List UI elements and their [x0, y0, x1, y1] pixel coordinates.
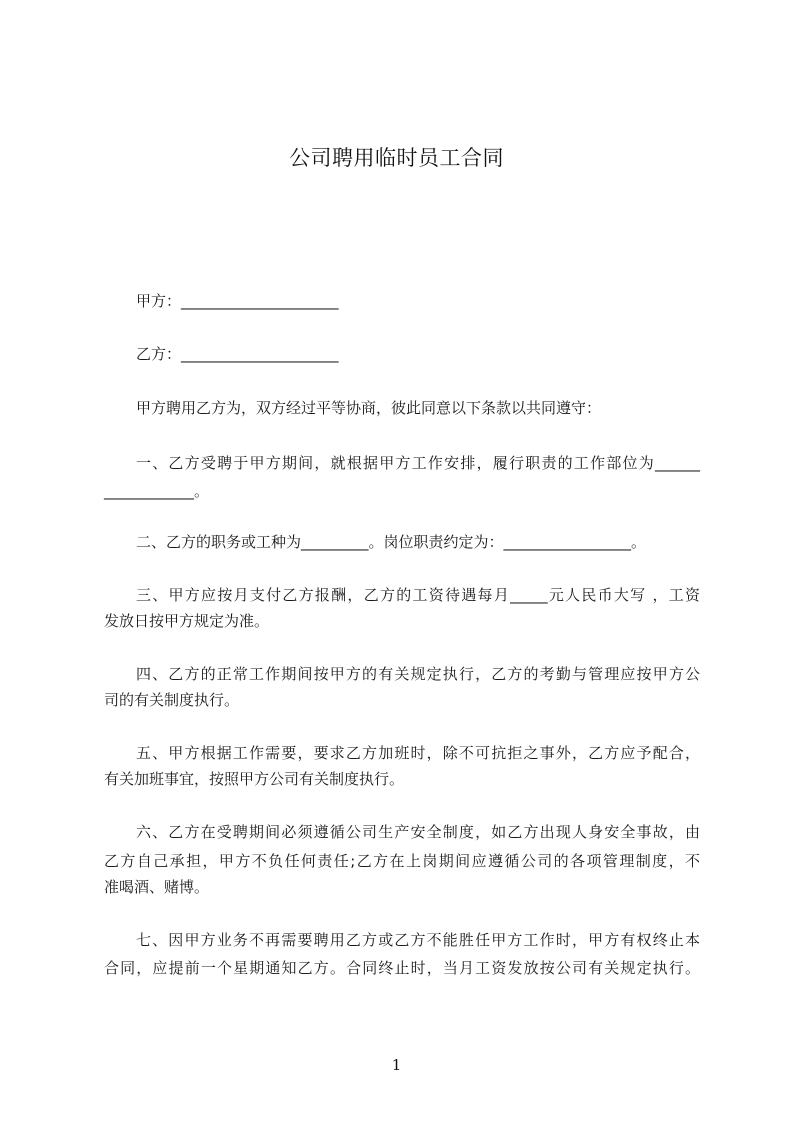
- clause-1-line-2: ____________。: [104, 482, 210, 500]
- clause-3-line-1: 三、甲方应按月支付乙方报酬，乙方的工资待遇每月_____元人民币大写 ，工资: [136, 586, 700, 604]
- clause-1-line-1: 一、乙方受聘于甲方期间，就根据甲方工作安排，履行职责的工作部位为______: [136, 454, 700, 472]
- clause-6-line-1: 六、乙方在受聘期间必须遵循公司生产安全制度，如乙方出现人身安全事故，由: [136, 823, 700, 841]
- clause-7-line-2: 合同，应提前一个星期通知乙方。合同终止时，当月工资发放按公司有关规定执行。: [104, 959, 700, 977]
- document-title: 公司聘用临时员工合同: [289, 146, 504, 170]
- clause-6-line-2: 乙方自己承担，甲方不负任何责任;乙方在上岗期间应遵循公司的各项管理制度，不: [104, 852, 700, 870]
- intro-paragraph: 甲方聘用乙方为，双方经过平等协商，彼此同意以下条款以共同遵守：: [136, 399, 602, 417]
- page-number: 1: [391, 1056, 402, 1074]
- clause-7-line-1: 七、因甲方业务不再需要聘用乙方或乙方不能胜任甲方工作时，甲方有权终止本: [136, 931, 700, 949]
- clause-5-line-1: 五、甲方根据工作需要，要求乙方加班时，除不可抗拒之事外，乙方应予配合，: [136, 744, 700, 762]
- clause-4-line-2: 司的有关制度执行。: [104, 691, 240, 709]
- clause-4-line-1: 四、乙方的正常工作期间按甲方的有关规定执行，乙方的考勤与管理应按甲方公: [136, 665, 700, 683]
- party-b-line: 乙方：_____________________: [136, 345, 339, 363]
- clause-3-line-2: 发放日按甲方规定为准。: [104, 612, 270, 630]
- party-a-line: 甲方：_____________________: [136, 292, 339, 310]
- clause-5-line-2: 有关加班事宜，按照甲方公司有关制度执行。: [104, 770, 405, 788]
- clause-6-line-3: 准喝酒、赌博。: [104, 878, 210, 896]
- clause-2: 二、乙方的职务或工种为_________。岗位职责约定为：_________________。: [136, 533, 647, 551]
